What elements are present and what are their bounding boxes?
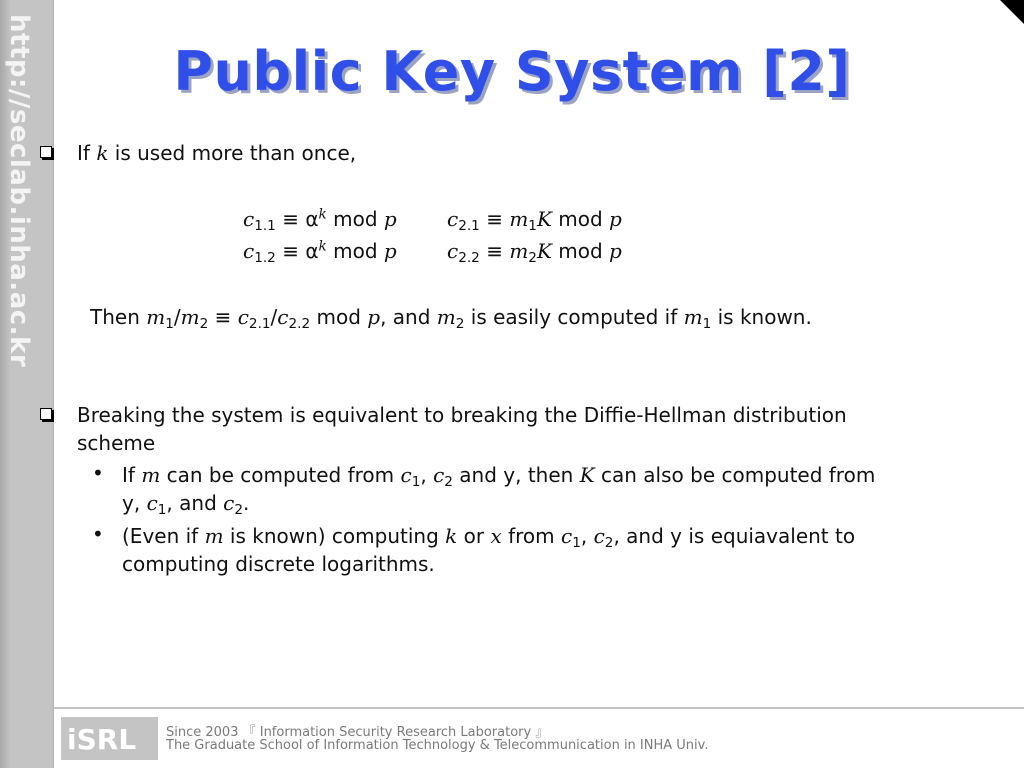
footer-divider [54,707,1024,709]
slide-title: Public Key System [2] [173,40,851,103]
dot-bullet-icon: • [92,461,104,485]
footer-school-name: The Graduate School of Information Technology & Telecommunication in INHA Univ. [166,738,709,753]
svg-text:iSRL: iSRL [67,723,137,756]
then-statement: Then $m_1/m_2 \equiv c_{2.1}/c_{2.2}$ mod p, and $m_2$ is easily computed if $m_1$ is known. [90,305,812,333]
bullet-diffie-hellman-cont: scheme [77,431,156,455]
equation-c12: $c_{1.2} \equiv \alpha^k$ mod p [243,238,397,267]
sidebar-url: http://seclab.inha.ac.kr [4,14,34,368]
equation-c11: $c_{1.1} \equiv \alpha^k$ mod p [243,206,397,235]
isrl-logo [61,717,158,760]
checkbox-bullet-icon [40,408,52,420]
bullet-diffie-hellman: Breaking the system is equivalent to breaking the Diffie-Hellman distribution [77,403,847,427]
sub-bullet-m-computed-cont: y, $c_1$, and $c_2$. [122,491,250,519]
sub-bullet-discrete-log: (Even if m is known) computing k or x from $c_1$, $c_2$, and y is equiavalent to [122,524,856,552]
equation-c22: $c_{2.2} \equiv m_2K$ mod p [447,239,622,267]
dot-bullet-icon: • [92,522,104,546]
sub-bullet-discrete-log-cont: computing discrete logarithms. [122,552,435,576]
isrl-logo-graphic [61,717,158,760]
checkbox-bullet-icon [40,146,52,158]
corner-triangle-icon [1000,0,1024,24]
left-sidebar [0,0,54,768]
footer-lab-name: Since 2003 『 Information Security Research Laboratory 』 [166,725,549,740]
equation-c21: $c_{2.1} \equiv m_1K$ mod p [447,207,622,235]
sub-bullet-m-computed: If m can be computed from $c_1$, $c_2$ and y, then K can also be computed from [122,463,876,491]
bullet-reuse-k: If k is used more than once, [77,141,357,165]
